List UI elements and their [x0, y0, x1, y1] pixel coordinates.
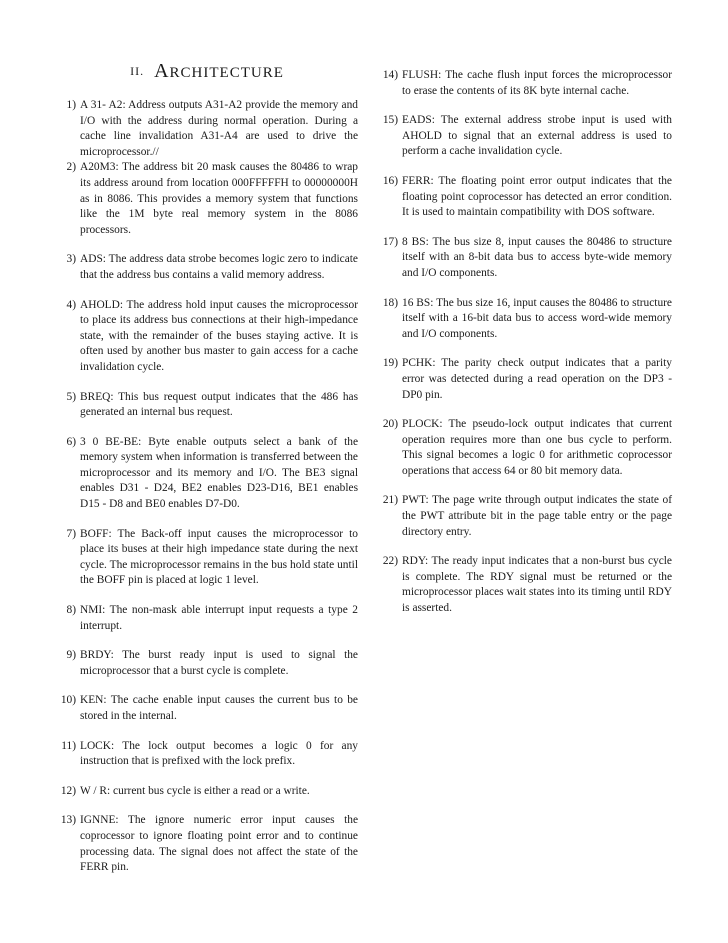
- item-text: A20M3: The address bit 20 mask causes the 80486 to wrap its address around from location 000FFFFFH to 00000000H as in 8086. This provides a memory system that functions like the 1M byte real memory system in the 8086 processors.: [80, 161, 358, 236]
- list-item: [378, 493, 672, 540]
- item-text: KEN: The cache enable input causes the current bus to be stored in the internal.: [80, 694, 358, 722]
- item-text: A 31- A2: Address outputs A31-A2 provide the memory and I/O with the address during normal operation. During a cache line invalidation A31-A4 are used to drive the microprocessor.//: [80, 99, 358, 158]
- item-number: 12): [60, 784, 76, 797]
- list-item: [56, 298, 358, 376]
- item-text: 8 BS: The bus size 8, input causes the 80486 to structure itself with an 8-bit data bus to access byte-wide memory and I/O components.: [402, 235, 672, 279]
- item-number: 15): [382, 114, 398, 127]
- list-item: [56, 435, 358, 513]
- item-number: 14): [382, 69, 398, 81]
- item-text: PLOCK: The pseudo-lock output indicates that current operation requires more than one bus cycle to perform. This signal becomes a logic 0 for arithmetic coprocessor operations that access 64 or 80 bit memory data.: [402, 418, 672, 477]
- item-number: 8): [66, 604, 76, 617]
- item-number: 6): [66, 435, 76, 448]
- item-text: PCHK: The parity check output indicates that a parity error was detected during a read operation on the DP3 - DP0 pin.: [402, 357, 672, 401]
- item-text: NMI: The non-mask able interrupt input requests a type 2 interrupt.: [80, 604, 358, 632]
- list-item: [378, 417, 672, 479]
- list-item: [378, 554, 672, 616]
- item-text: FERR: The floating point error output indicates that the floating point coprocessor has detected an error condition. It is used to maintain compatibility with DOS software.: [402, 174, 672, 219]
- item-number: 22): [382, 555, 398, 568]
- item-number: 13): [60, 814, 76, 827]
- signal-list-left: [56, 98, 358, 876]
- item-text: W / R: current bus cycle is either a read or a write.: [80, 784, 310, 797]
- item-number: 2): [66, 161, 76, 174]
- item-number: 3): [66, 253, 76, 266]
- section-title-initial: A: [154, 60, 170, 82]
- list-item: [56, 648, 358, 679]
- section-heading: [56, 60, 358, 84]
- section-number: II.: [130, 64, 145, 78]
- item-text: FLUSH: The cache flush input forces the microprocessor to erase the contents of its 8K byte internal cache.: [402, 69, 672, 97]
- item-number: 17): [382, 235, 398, 248]
- item-number: 16): [382, 174, 398, 187]
- list-item: [378, 174, 672, 221]
- item-text: PWT: The page write through output indicates the state of the PWT attribute bit in the page table entry or the page directory entry.: [402, 494, 672, 538]
- list-item: [378, 113, 672, 160]
- list-item: [56, 527, 358, 589]
- list-item: [56, 252, 358, 283]
- list-item: [56, 160, 358, 238]
- list-item: [378, 68, 672, 99]
- item-number: 19): [382, 357, 398, 370]
- list-item: [56, 603, 358, 634]
- item-number: 21): [382, 494, 398, 507]
- list-item: [378, 356, 672, 403]
- item-number: 1): [66, 99, 76, 111]
- list-item: [56, 390, 358, 421]
- item-number: 4): [66, 298, 76, 311]
- item-number: 20): [382, 418, 398, 431]
- left-column: [56, 60, 358, 890]
- item-number: 9): [66, 649, 76, 662]
- signal-list-right: [378, 68, 672, 617]
- item-text: BREQ: This bus request output indicates that the 486 has generated an internal bus request.: [80, 390, 358, 419]
- item-text: 16 BS: The bus size 16, input causes the 80486 to structure itself with a 16-bit data bus to access word-wide memory and I/O components.: [402, 296, 672, 340]
- item-number: 10): [60, 694, 76, 707]
- list-item: [56, 784, 358, 800]
- list-item: [56, 739, 358, 770]
- item-text: ADS: The address data strobe becomes logic zero to indicate that the address bus contains a valid memory address.: [80, 253, 358, 281]
- right-column: [378, 68, 672, 631]
- item-number: 18): [382, 296, 398, 309]
- item-text: 3 0 BE-BE: Byte enable outputs select a bank of the memory system when information is transferred between the microprocessor and its memory and I/O. The BE3 signal enables D31 - D24, BE2 enables D23-D16, BE1 enables D15 - D8 and BE0 enables D7-D0.: [80, 435, 358, 511]
- item-text: RDY: The ready input indicates that a non-burst bus cycle is complete. The RDY signal must be returned or the microprocessor places wait states into its timing until RDY is asserted.: [402, 555, 672, 615]
- item-number: 7): [66, 527, 76, 540]
- item-text: IGNNE: The ignore numeric error input causes the coprocessor to ignore floating point error and to continue processing data. The signal does not affect the state of the FERR pin.: [80, 814, 358, 874]
- item-number: 11): [61, 739, 76, 752]
- list-item: [378, 296, 672, 343]
- item-text: LOCK: The lock output becomes a logic 0 for any instruction that is prefixed with the lock prefix.: [80, 739, 358, 768]
- item-text: BRDY: The burst ready input is used to signal the microprocessor that a burst cycle is complete.: [80, 649, 358, 677]
- item-number: 5): [66, 390, 76, 403]
- list-item: [56, 98, 358, 160]
- item-text: AHOLD: The address hold input causes the microprocessor to place its address bus connections at their high-impedance state, with the remainder of the buses staying active. It is often used by another bus master to gain access for a cache invalidation cycle.: [80, 298, 358, 373]
- list-item: [378, 235, 672, 282]
- item-text: EADS: The external address strobe input is used with AHOLD to signal that an external address is used to perform a cache invalidation cycle.: [402, 114, 672, 158]
- list-item: [56, 813, 358, 875]
- list-item: [56, 693, 358, 724]
- item-text: BOFF: The Back-off input causes the microprocessor to place its buses at their high impedance state during the next cycle. The microprocessor remains in the bus hold state until the BOFF pin is placed at logic 1 level.: [80, 527, 358, 587]
- section-title-rest: RCHITECTURE: [169, 65, 284, 81]
